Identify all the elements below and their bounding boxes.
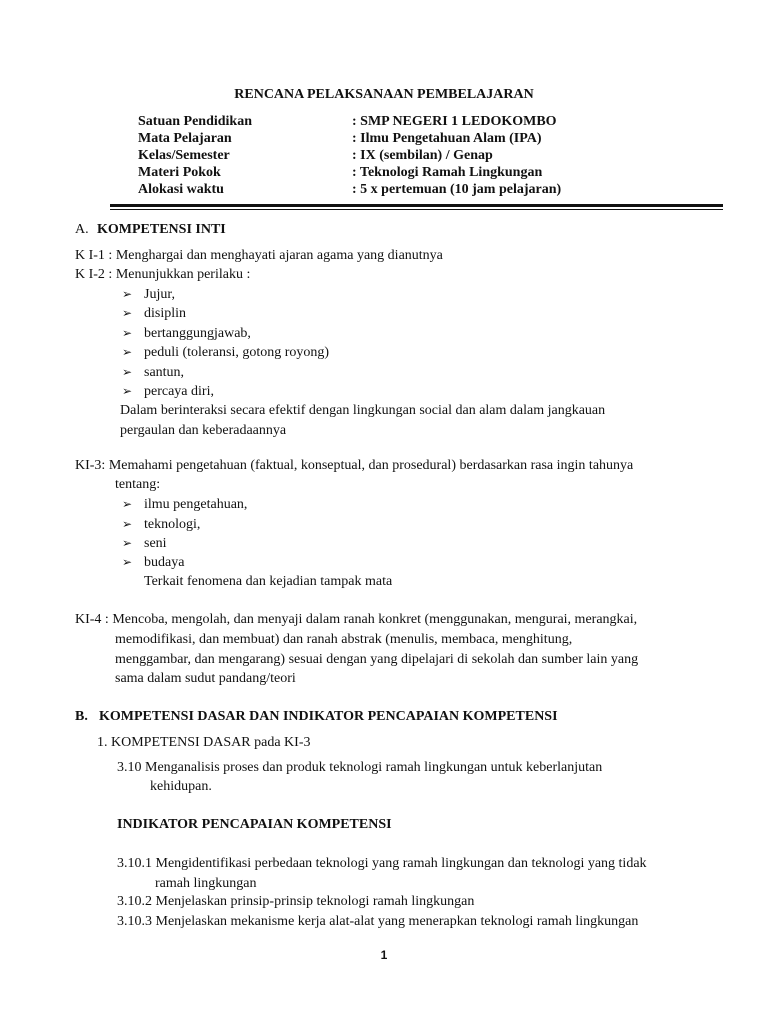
list-item: ➢ percaya diri,: [122, 384, 214, 399]
ki4-line1: KI-4 : Mencoba, mengolah, dan menyaji dalam ranah konkret (menggunakan, mengurai, merangkai,: [75, 612, 638, 627]
arrowhead-bullet-icon: ➢: [122, 497, 133, 511]
list-item: ➢ Jujur,: [122, 287, 175, 302]
kd-line1: 3.10 Menganalisis proses dan produk teknologi ramah lingkungan untuk keberlanjutan: [117, 760, 603, 775]
indikator-1-line2: ramah lingkungan: [155, 876, 257, 891]
arrowhead-bullet-icon: ➢: [122, 536, 133, 550]
indikator-heading: INDIKATOR PENCAPAIAN KOMPETENSI: [117, 817, 392, 832]
header-divider-thick: [110, 204, 723, 207]
list-item: ➢ teknologi,: [122, 517, 201, 532]
meta-value-alokasi: : 5 x pertemuan (10 jam pelajaran): [352, 182, 562, 197]
list-item: ➢ seni: [122, 536, 167, 551]
meta-label-kelas: Kelas/Semester: [138, 148, 230, 163]
arrowhead-bullet-icon: ➢: [122, 555, 133, 569]
ki4-line3: menggambar, dan mengarang) sesuai dengan yang dipelajari di sekolah dan sumber lain yang: [115, 652, 639, 667]
section-a-letter: A.: [75, 222, 89, 237]
ki3-line1: KI-3: Memahami pengetahuan (faktual, konseptual, dan prosedural) berdasarkan rasa ingin tahunya: [75, 458, 634, 473]
list-item: ➢ peduli (toleransi, gotong royong): [122, 345, 330, 360]
arrowhead-bullet-icon: ➢: [122, 517, 133, 531]
meta-label-satuan: Satuan Pendidikan: [138, 114, 252, 129]
ki3-line2: tentang:: [115, 477, 161, 492]
meta-value-kelas: : IX (sembilan) / Genap: [352, 148, 493, 163]
ki2-note-line2: pergaulan dan keberadaannya: [120, 423, 287, 438]
section-b-heading: KOMPETENSI DASAR DAN INDIKATOR PENCAPAIAN KOMPETENSI: [99, 709, 558, 724]
ki2-note-line1: Dalam berinteraksi secara efektif dengan lingkungan social dan alam dalam jangkauan: [120, 403, 606, 418]
indikator-2: 3.10.2 Menjelaskan prinsip-prinsip teknologi ramah lingkungan: [117, 894, 475, 909]
kd-subheading: 1. KOMPETENSI DASAR pada KI-3: [97, 735, 311, 750]
kd-line2: kehidupan.: [150, 779, 212, 794]
meta-value-satuan: : SMP NEGERI 1 LEDOKOMBO: [352, 114, 557, 129]
meta-label-materi: Materi Pokok: [138, 165, 221, 180]
ki1-text: K I-1 : Menghargai dan menghayati ajaran agama yang dianutnya: [75, 248, 443, 263]
section-b-letter: B.: [75, 709, 88, 724]
meta-label-mapel: Mata Pelajaran: [138, 131, 232, 146]
arrowhead-bullet-icon: ➢: [122, 287, 133, 301]
ki4-line4: sama dalam sudut pandang/teori: [115, 671, 296, 686]
indikator-3: 3.10.3 Menjelaskan mekanisme kerja alat-alat yang menerapkan teknologi ramah lingkungan: [117, 914, 639, 929]
list-item: ➢ ilmu pengetahuan,: [122, 497, 248, 512]
header-divider-thin: [110, 209, 723, 210]
meta-value-mapel: : Ilmu Pengetahuan Alam (IPA): [352, 131, 542, 146]
arrowhead-bullet-icon: ➢: [122, 345, 133, 359]
ki3-note: Terkait fenomena dan kejadian tampak mata: [144, 574, 393, 589]
list-item: ➢ bertanggungjawab,: [122, 326, 251, 341]
list-item: ➢ santun,: [122, 365, 185, 380]
arrowhead-bullet-icon: ➢: [122, 384, 133, 398]
arrowhead-bullet-icon: ➢: [122, 306, 133, 320]
document-title: RENCANA PELAKSANAAN PEMBELAJARAN: [234, 87, 534, 102]
indikator-1-line1: 3.10.1 Mengidentifikasi perbedaan teknologi yang ramah lingkungan dan teknologi yang tidak: [117, 856, 647, 871]
list-item: ➢ disiplin: [122, 306, 187, 321]
meta-label-alokasi: Alokasi waktu: [138, 182, 224, 197]
meta-value-materi: : Teknologi Ramah Lingkungan: [352, 165, 543, 180]
ki4-line2: memodifikasi, dan membuat) dan ranah abstrak (menulis, membaca, menghitung,: [115, 632, 573, 647]
list-item: ➢ budaya: [122, 555, 185, 570]
ki2-text: K I-2 : Menunjukkan perilaku :: [75, 267, 251, 282]
arrowhead-bullet-icon: ➢: [122, 365, 133, 379]
arrowhead-bullet-icon: ➢: [122, 326, 133, 340]
page-number: 1: [380, 948, 388, 962]
section-a-heading: KOMPETENSI INTI: [97, 222, 226, 237]
